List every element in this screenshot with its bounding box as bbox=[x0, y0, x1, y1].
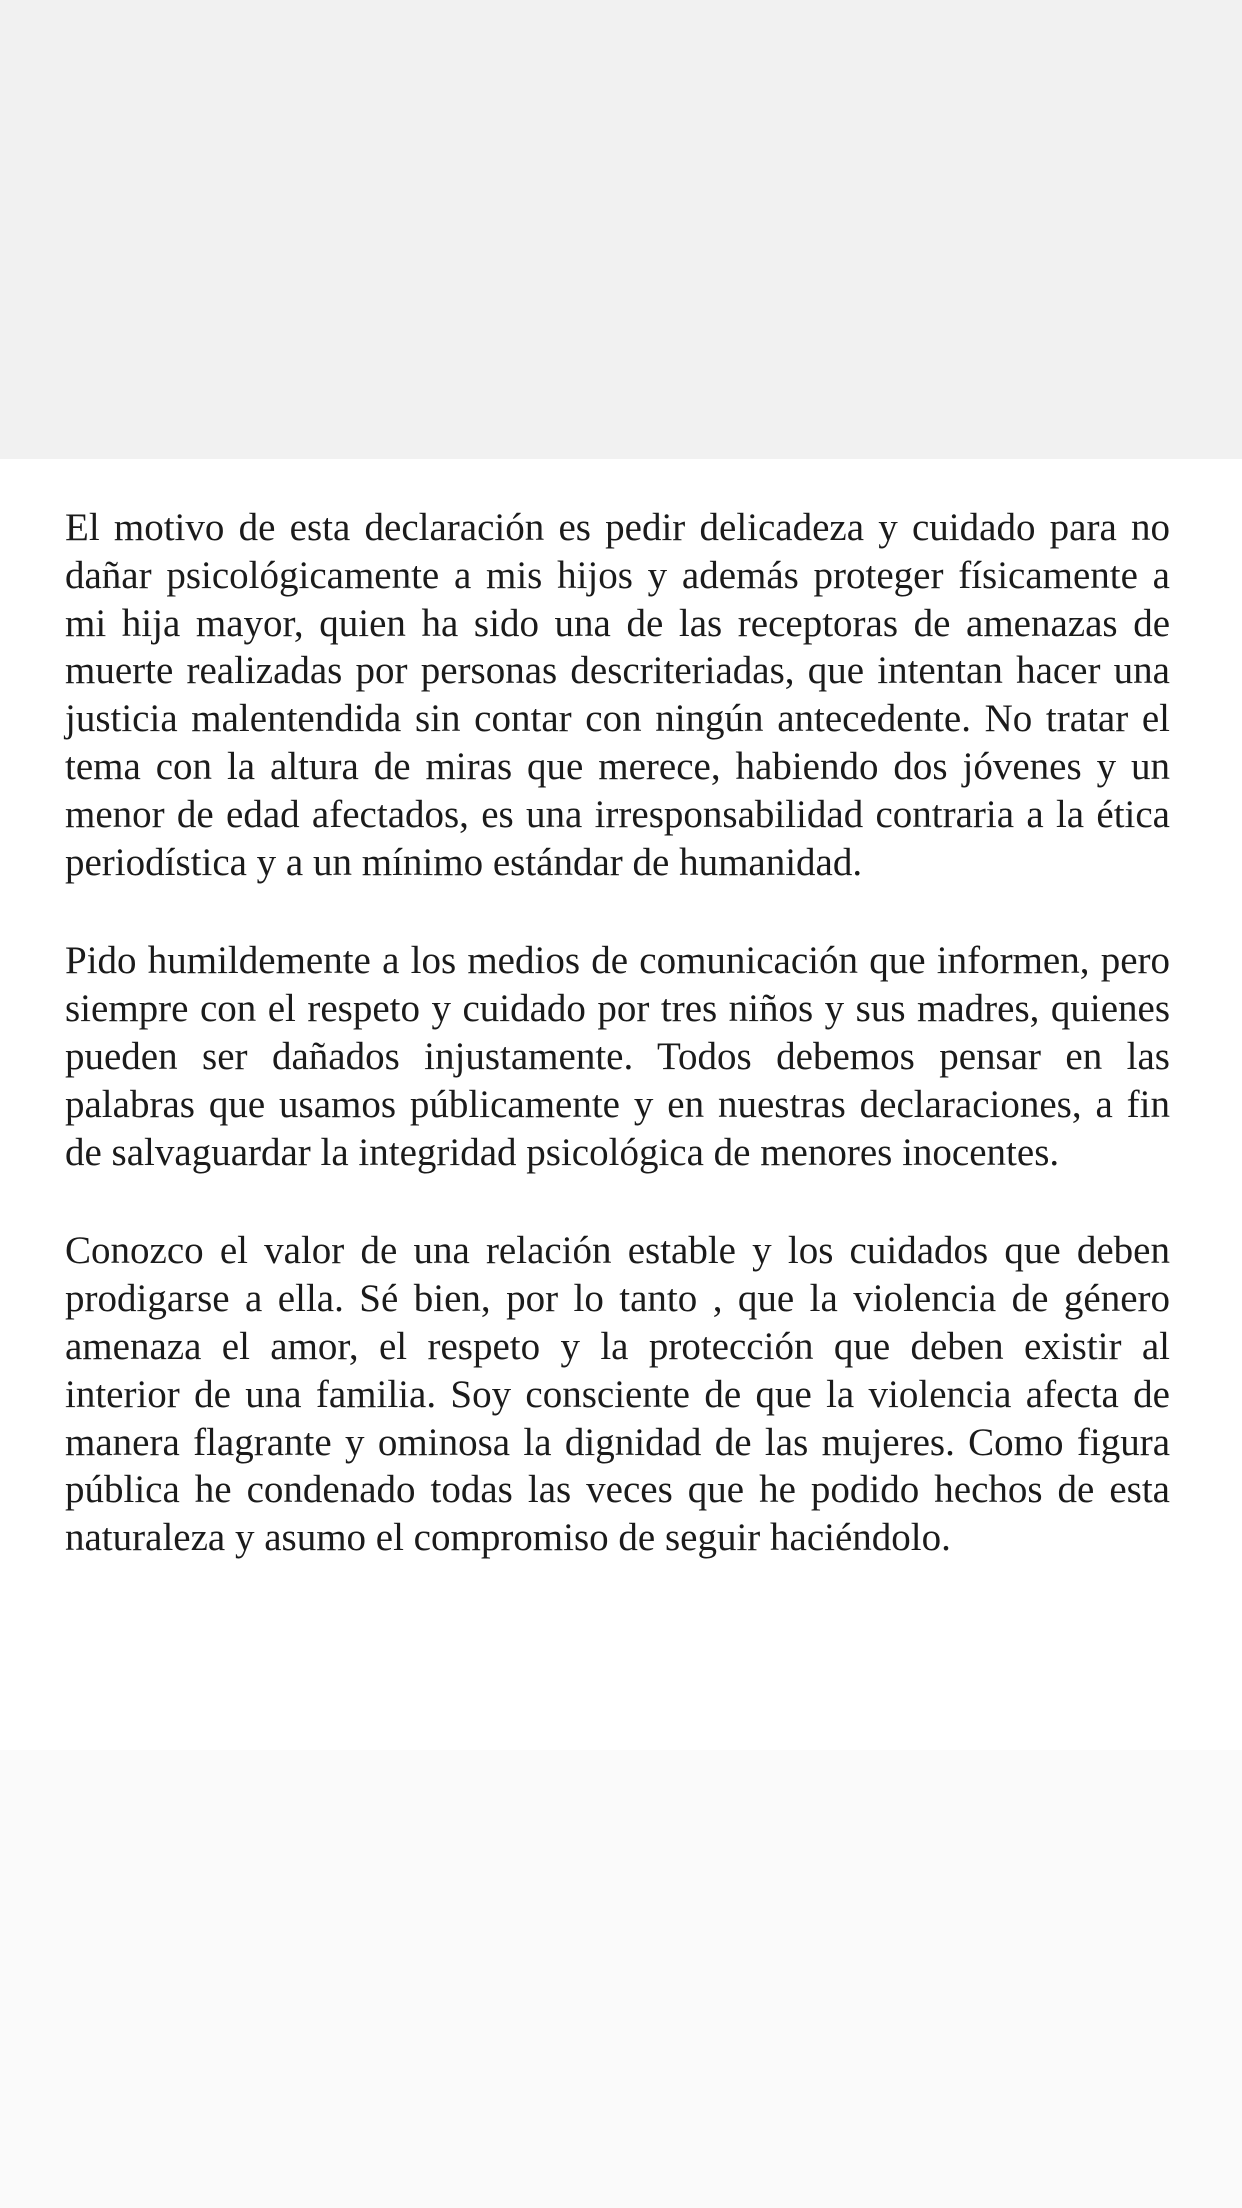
statement-text bbox=[65, 504, 1170, 1562]
paragraph-1: El motivo de esta declaración es pedir delicadeza y cuidado para no dañar psicológicamente a mis hijos y además proteger físicamente a mi hija mayor, quien ha sido una de las receptoras de amenazas de muerte realizadas por personas descriteriadas, que intentan hacer una justicia malentendida sin contar con ningún antecedente. No tratar el tema con la altura de miras que merece, habiendo dos jóvenes y un menor de edad afectados, es una irresponsabilidad contraria a la ética periodística y a un mínimo estándar de humanidad. bbox=[65, 506, 1170, 884]
top-background bbox=[0, 0, 1242, 459]
statement-card bbox=[0, 459, 1242, 1750]
paragraph-3: Conozco el valor de una relación estable y los cuidados que deben prodigarse a ella. Sé bien, por lo tanto , que la violencia de género amenaza el amor, el respeto y la protección que deben existir al interior de una familia. Soy consciente de que la violencia afecta de manera flagrante y ominosa la dignidad de las mujeres. Como figura pública he condenado todas las veces que he podido hechos de esta naturaleza y asumo el compromiso de seguir haciéndolo. bbox=[65, 1229, 1170, 1560]
paragraph-2: Pido humildemente a los medios de comunicación que informen, pero siempre con el respeto y cuidado por tres niños y sus madres, quienes pueden ser dañados injustamente. Todos debemos pensar en las palabras que usamos públicamente y en nuestras declaraciones, a fin de salvaguardar la integridad psicológica de menores inocentes. bbox=[65, 939, 1170, 1174]
bottom-background bbox=[0, 1750, 1242, 2208]
